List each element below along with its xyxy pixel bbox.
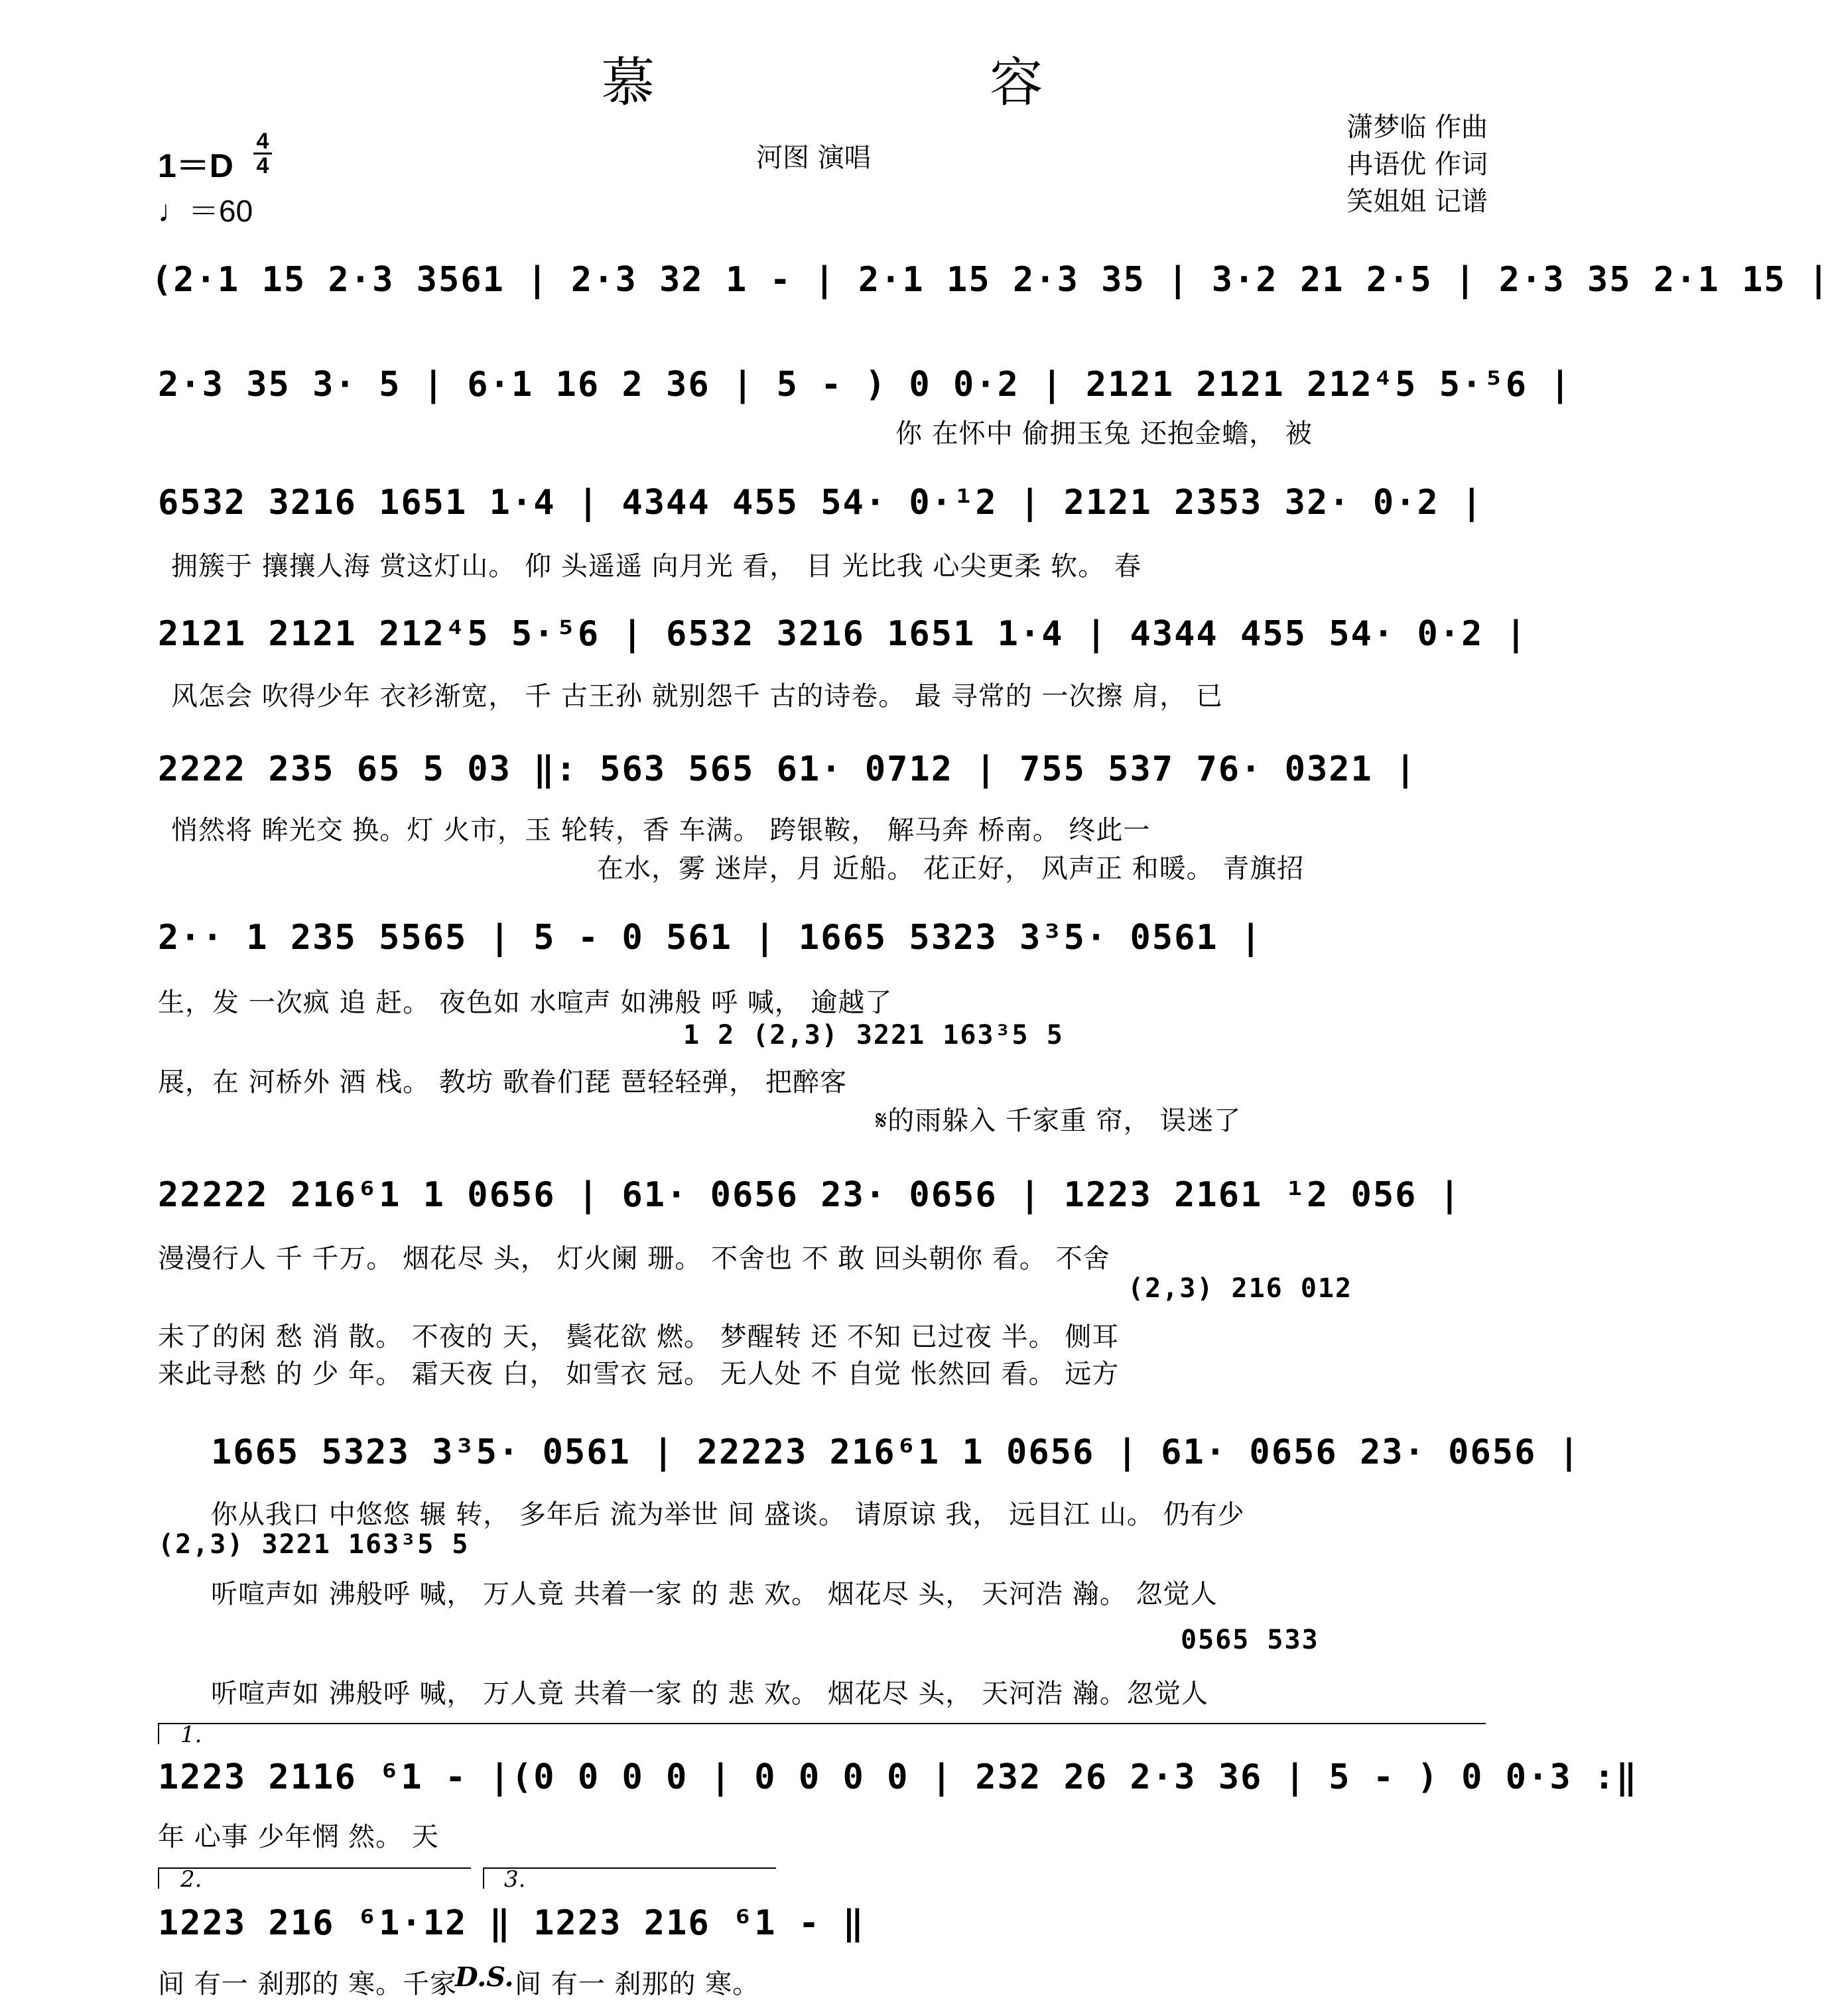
lyric-line-8c: 听喧声如 沸般呼 喊， 万人竟 共着一家 的 悲 欢。 烟花尽 头， 天河浩 瀚。忽觉人 bbox=[211, 1678, 1209, 1709]
time-signature-top: 4 bbox=[256, 129, 269, 154]
time-signature bbox=[253, 130, 272, 177]
lyric-line-8a: 你从我口 中悠悠 辗 转， 多年后 流为举世 间 盛谈。 请原谅 我， 远目江 山。 仍有少 bbox=[211, 1499, 1245, 1530]
lyric-line-3: 拥簇于 攘攘人海 赏这灯山。 仰 头遥遥 向月光 看， 目 光比我 心尖更柔 软。 春 bbox=[171, 551, 1142, 582]
lyric-line-7a: 漫漫行人 千 千万。 烟花尽 头， 灯火阑 珊。 不舍也 不 敢 回头朝你 看。 不舍 bbox=[158, 1243, 1110, 1274]
time-signature-bottom: 4 bbox=[256, 153, 269, 178]
volta-label-2: 2. bbox=[180, 1866, 202, 1893]
lyric-line-7b: 未了的闲 愁 消 散。 不夜的 天， 鬓花欲 燃。 梦醒转 还 不知 已过夜 半。 侧耳 bbox=[158, 1322, 1120, 1352]
dal-segno-marker: D.S. bbox=[455, 1962, 514, 1993]
key-signature: 1＝D bbox=[158, 147, 233, 184]
notation-line-8: 1665 5323 3³5· 0561 | 22223 216⁶1 1 0656 | 61· 0656 23· 0656 | bbox=[211, 1432, 1581, 1472]
lyric-line-6a: 生，发 一次疯 追 赶。 夜色如 水喧声 如沸般 呼 喊， 逾越了 bbox=[158, 987, 893, 1018]
notation-line-5: 2222 235 65 5 03 ‖: 563 565 61· 0712 | 755 537 76· 0321 | bbox=[158, 749, 1417, 789]
harmony-line-6: 1 2 (2,3) 3221 163³5 5 bbox=[683, 1020, 1064, 1050]
harmony-line-8: (2,3) 3221 163³5 5 bbox=[158, 1529, 470, 1560]
lyric-line-10b: 间 有一 刹那的 寒。 bbox=[515, 1969, 760, 1999]
credits bbox=[1346, 109, 1488, 220]
lyric-line-5b: 在水，雾 迷岸，月 近船。 花正好， 风声正 和暖。 青旗招 bbox=[597, 853, 1305, 884]
lyric-line-9: 年 心事 少年惘 然。 天 bbox=[158, 1822, 439, 1852]
lyric-line-5a: 悄然将 眸光交 换。灯 火市，玉 轮转，香 车满。 跨银鞍， 解马奔 桥南。 终此一 bbox=[171, 815, 1151, 846]
notation-line-6: 2·· 1 235 5565 | 5 - 0 561 | 1665 5323 3³5· 0561 | bbox=[158, 918, 1263, 958]
notation-line-1: (2·1 15 2·3 3561 | 2·3 32 1 - | 2·1 15 2·3 35 | 3·2 21 2·5 | 2·3 35 2·1 15 | bbox=[151, 260, 1830, 300]
notation-line-2: 2·3 35 3· 5 | 6·1 16 2 36 | 5 - ) 0 0·2 | 2121 2121 212⁴5 5·⁵6 | bbox=[158, 365, 1572, 405]
notation-line-4: 2121 2121 212⁴5 5·⁵6 | 6532 3216 1651 1·4 | 4344 455 54· 0·2 | bbox=[158, 614, 1528, 654]
lyric-line-10a: 间 有一 刹那的 寒。千家 bbox=[158, 1969, 458, 1999]
volta-label-1: 1. bbox=[180, 1722, 202, 1748]
notation-line-10: 1223 216 ⁶1·12 ‖ 1223 216 ⁶1 - ‖ bbox=[158, 1903, 865, 1943]
lyric-line-6c: 𝄋的雨躲入 千家重 帘， 误迷了 bbox=[876, 1105, 1242, 1136]
composer-credit: 潇梦临 作曲 bbox=[1346, 112, 1488, 143]
lyric-line-2: 你 在怀中 偷拥玉兔 还抱金蟾， 被 bbox=[895, 418, 1313, 449]
volta-bracket-3 bbox=[483, 1867, 776, 1889]
volta-label-3: 3. bbox=[504, 1866, 526, 1893]
lyricist-credit: 冉语优 作词 bbox=[1346, 149, 1488, 180]
volta-bracket-2 bbox=[158, 1867, 471, 1889]
tempo-marking: ♩＝60 bbox=[158, 194, 253, 228]
harmony-line-7: (2,3) 216 012 bbox=[1128, 1273, 1353, 1304]
transcriber-credit: 笑姐姐 记谱 bbox=[1346, 186, 1488, 217]
notation-line-3: 6532 3216 1651 1·4 | 4344 455 54· 0·¹2 | 2121 2353 32· 0·2 | bbox=[158, 483, 1484, 523]
notation-line-7: 22222 216⁶1 1 0656 | 61· 0656 23· 0656 | 1223 2161 ¹2 056 | bbox=[158, 1175, 1462, 1215]
song-title: 慕 容 bbox=[601, 52, 1203, 113]
lyric-line-4: 风怎会 吹得少年 衣衫渐宽， 千 古王孙 就别怨千 古的诗卷。 最 寻常的 一次擦 肩， 已 bbox=[171, 681, 1223, 712]
lyric-line-7c: 来此寻愁 的 少 年。 霜天夜 白， 如雪衣 冠。 无人处 不 自觉 怅然回 看。 远方 bbox=[158, 1359, 1120, 1389]
singer-credit: 河图 演唱 bbox=[756, 143, 871, 173]
lyric-line-8b: 听喧声如 沸般呼 喊， 万人竟 共着一家 的 悲 欢。 烟花尽 头， 天河浩 瀚。 忽觉人 bbox=[211, 1579, 1218, 1609]
lyric-line-6b: 展，在 河桥外 酒 栈。 教坊 歌眷们琵 琶轻轻弹， 把醉客 bbox=[158, 1067, 848, 1098]
volta-bracket-1 bbox=[158, 1723, 1486, 1744]
notation-line-9: 1223 2116 ⁶1 - |(0 0 0 0 | 0 0 0 0 | 232 26 2·3 36 | 5 - ) 0 0·3 :‖ bbox=[158, 1757, 1638, 1797]
harmony-line-8b: 0565 533 bbox=[1181, 1625, 1319, 1655]
